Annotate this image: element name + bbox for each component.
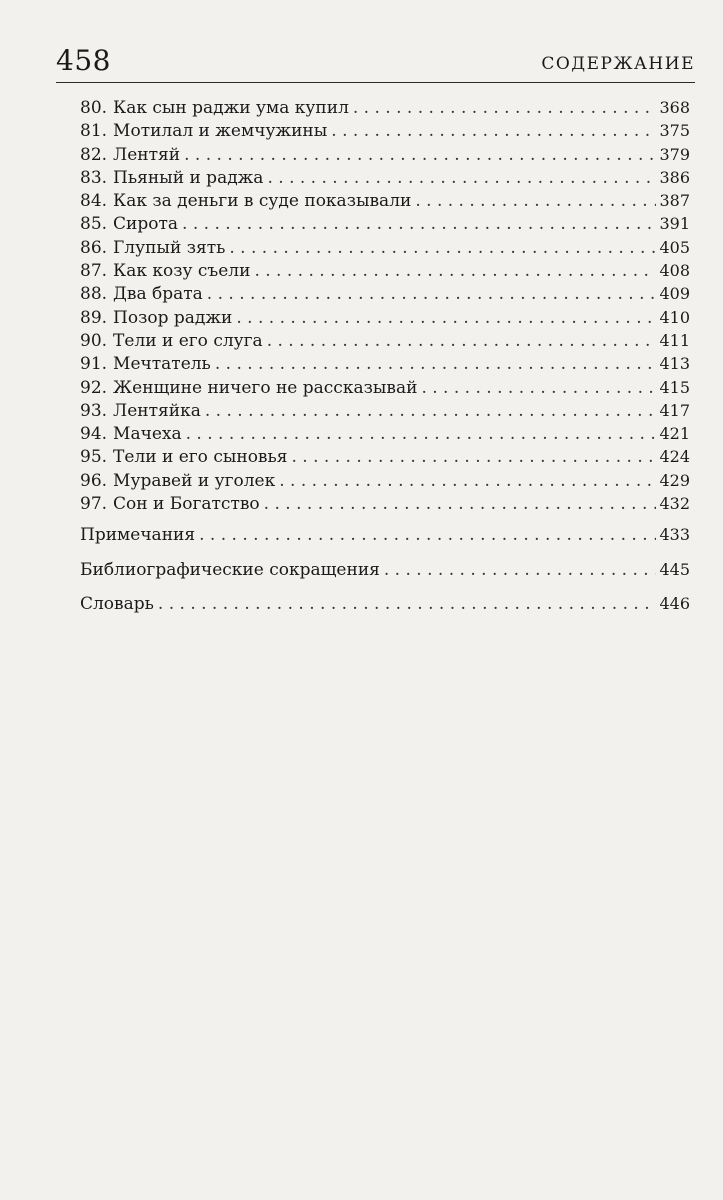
entry-title: Мотилал и жемчужины (113, 121, 328, 142)
entry-page-number: 409 (659, 284, 690, 304)
toc-entry (80, 592, 690, 627)
toc-entry (80, 306, 690, 329)
entry-page-number: 405 (659, 237, 690, 257)
toc-entry (80, 143, 690, 166)
entry-page-number: 415 (659, 377, 690, 397)
dot-leader (158, 593, 657, 616)
entry-page-number: 429 (659, 470, 690, 490)
entry-number: 84. (80, 191, 108, 212)
entry-title: Женщине ничего не рассказывай (113, 377, 418, 398)
dot-leader (199, 524, 656, 547)
toc-entry (80, 212, 690, 235)
entry-number: 94. (80, 424, 108, 445)
entry-number: 92. (80, 377, 108, 398)
header-rule (56, 82, 695, 83)
toc-entry (80, 96, 690, 119)
entry-number: 85. (80, 214, 108, 235)
running-head: СОДЕРЖАНИЕ (541, 54, 695, 74)
entry-number: 82. (80, 144, 108, 165)
entry-page-number: 424 (659, 447, 690, 467)
entry-title: Как козу съели (113, 261, 251, 282)
toc-entry (80, 492, 690, 515)
dot-leader (207, 283, 657, 306)
dot-leader (236, 307, 656, 330)
dot-leader (353, 97, 657, 120)
entry-page-number: 445 (659, 559, 690, 579)
toc-entry (80, 189, 690, 212)
toc-back-matter (80, 523, 690, 627)
dot-leader (264, 493, 657, 516)
entry-title: Мачеха (113, 424, 182, 445)
entry-number: 87. (80, 261, 108, 282)
dot-leader (215, 353, 657, 376)
entry-number: 90. (80, 330, 108, 351)
entry-page-number: 421 (659, 424, 690, 444)
dot-leader (254, 260, 656, 283)
dot-leader (421, 377, 656, 400)
dot-leader (184, 144, 656, 167)
toc-entry (80, 329, 690, 352)
dot-leader (384, 559, 657, 582)
entry-title: Мечтатель (113, 354, 211, 375)
page-header (56, 44, 695, 84)
toc-entry (80, 399, 690, 422)
entry-title: Глупый зять (113, 237, 226, 258)
toc-entries (80, 96, 690, 515)
dot-leader (267, 330, 657, 353)
entry-title: Словарь (80, 594, 154, 615)
entry-title: Два брата (113, 284, 203, 305)
entry-number: 93. (80, 400, 108, 421)
toc-entry (80, 558, 690, 593)
entry-page-number: 408 (659, 261, 690, 281)
toc-entry (80, 469, 690, 492)
entry-title: Пьяный и раджа (113, 167, 264, 188)
entry-page-number: 387 (659, 191, 690, 211)
entry-number: 89. (80, 307, 108, 328)
entry-title: Как за деньги в суде показывали (113, 191, 412, 212)
dot-leader (331, 120, 656, 143)
toc-entry (80, 445, 690, 468)
entry-page-number: 446 (659, 594, 690, 614)
toc-entry (80, 236, 690, 259)
toc-entry (80, 119, 690, 142)
entry-number: 95. (80, 447, 108, 468)
toc-entry (80, 282, 690, 305)
dot-leader (229, 237, 656, 260)
entry-number: 86. (80, 237, 108, 258)
entry-title: Сон и Богатство (113, 494, 260, 515)
entry-page-number: 411 (659, 330, 690, 350)
entry-title: Библиографические сокращения (80, 559, 380, 580)
page-number: 458 (56, 44, 111, 77)
entry-page-number: 432 (659, 494, 690, 514)
entry-number: 80. (80, 98, 108, 118)
toc-entry (80, 376, 690, 399)
entry-title: Позор раджи (113, 307, 233, 328)
entry-page-number: 410 (659, 307, 690, 327)
toc-entry (80, 352, 690, 375)
dot-leader (292, 446, 657, 469)
entry-title: Лентяй (113, 144, 181, 165)
entry-title: Как сын раджи ума купил (113, 98, 349, 118)
dot-leader (186, 423, 657, 446)
entry-title: Муравей и уголек (113, 470, 276, 491)
entry-number: 81. (80, 121, 108, 142)
entry-page-number: 417 (659, 400, 690, 420)
entry-page-number: 386 (659, 167, 690, 187)
entry-number: 96. (80, 470, 108, 491)
entry-page-number: 391 (659, 214, 690, 234)
entry-title: Тели и его слуга (113, 330, 263, 351)
entry-number: 83. (80, 167, 108, 188)
entry-page-number: 375 (659, 121, 690, 141)
toc-entry (80, 523, 690, 558)
entry-title: Примечания (80, 525, 196, 546)
entry-number: 88. (80, 284, 108, 305)
entry-page-number: 379 (659, 144, 690, 164)
entry-title: Сирота (113, 214, 179, 235)
toc-entry (80, 166, 690, 189)
entry-title: Лентяйка (113, 400, 201, 421)
entry-number: 97. (80, 494, 108, 515)
entry-page-number: 368 (659, 98, 690, 117)
entry-page-number: 433 (659, 525, 690, 545)
table-of-contents (80, 96, 690, 627)
toc-entry (80, 422, 690, 445)
dot-leader (182, 213, 656, 236)
entry-number: 91. (80, 354, 108, 375)
entry-title: Тели и его сыновья (113, 447, 288, 468)
entry-page-number: 413 (659, 354, 690, 374)
dot-leader (205, 400, 657, 423)
toc-entry (80, 259, 690, 282)
dot-leader (267, 167, 656, 190)
dot-leader (279, 470, 656, 493)
dot-leader (415, 190, 656, 213)
